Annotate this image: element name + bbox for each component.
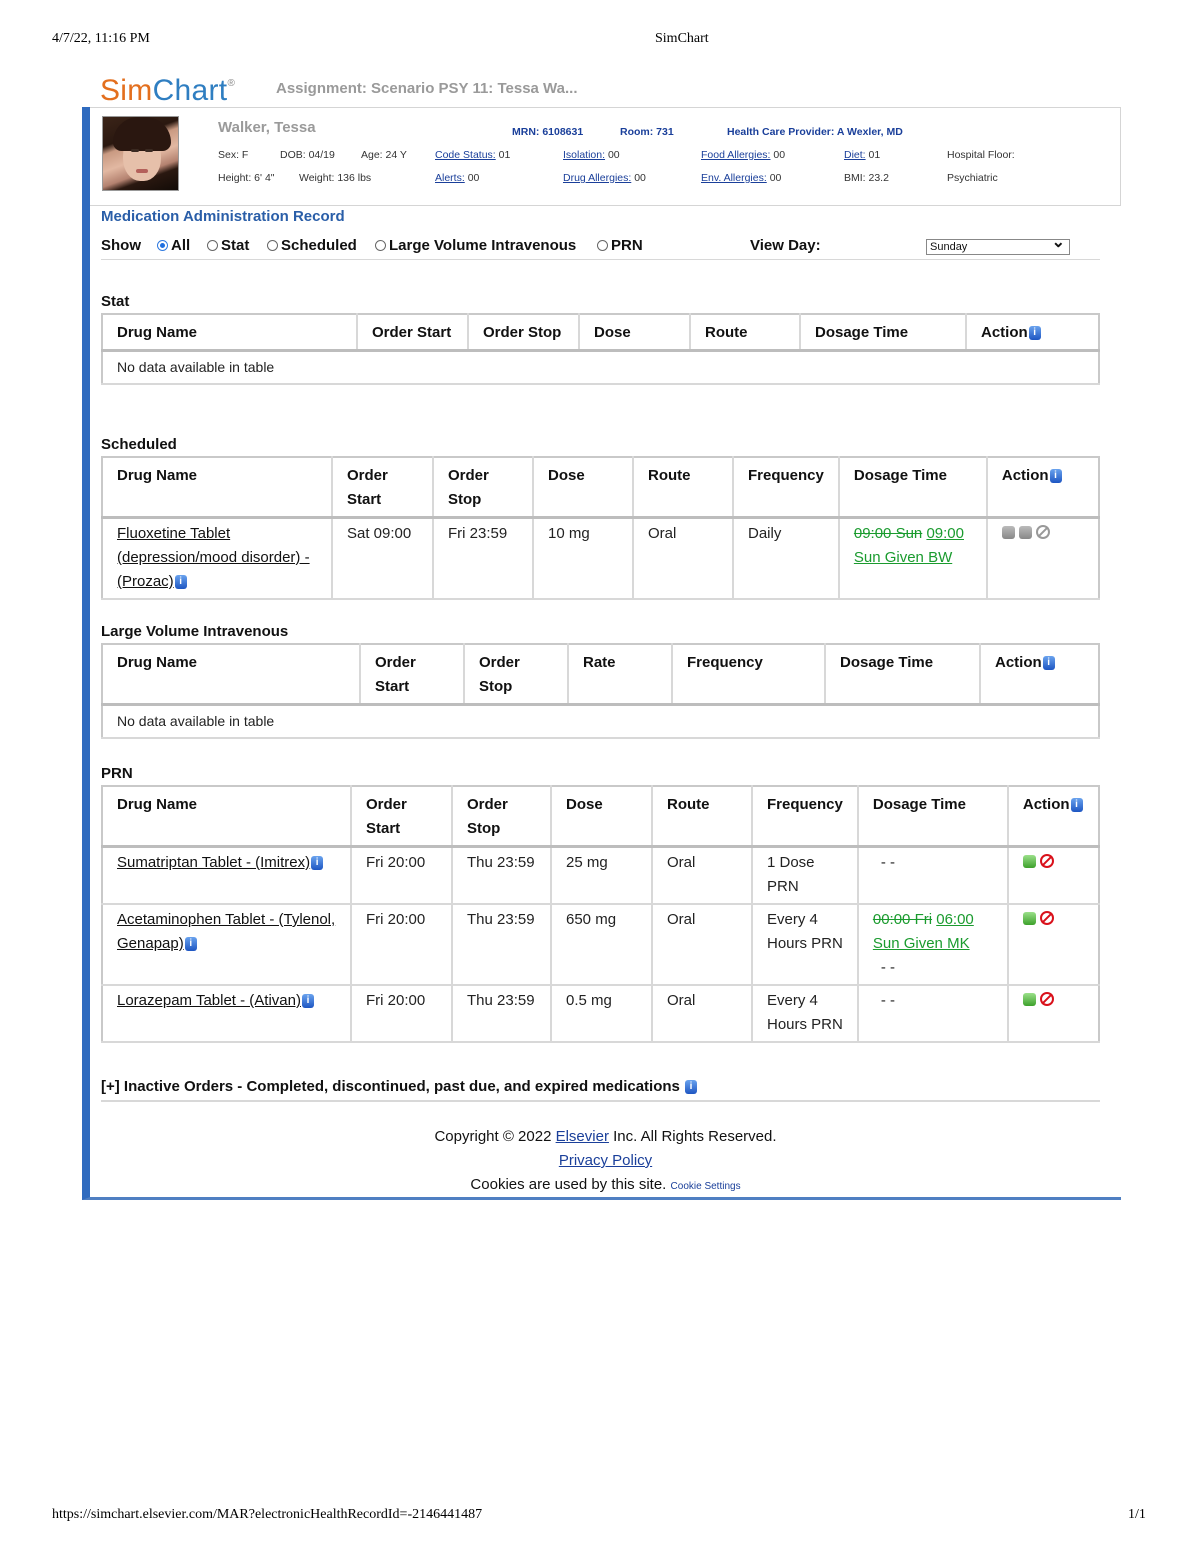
- privacy-row: [90, 1152, 1121, 1169]
- assignment-title: Assignment: Scenario PSY 11: Tessa Wa...: [276, 80, 578, 97]
- show-label: Show: [101, 237, 141, 254]
- info-icon[interactable]: i: [1029, 326, 1041, 340]
- lvi-header-row: [102, 644, 1099, 705]
- dosage-time-struck: 00:00 Fri: [872, 911, 933, 928]
- print-page: 1/1: [1128, 1507, 1146, 1522]
- radio-all[interactable]: [157, 240, 168, 251]
- filter-row: [101, 234, 1100, 260]
- col-drug-name[interactable]: Drug Name: [102, 786, 351, 847]
- alerts-link[interactable]: Alerts:: [435, 172, 465, 184]
- filter-lvi-label: Large Volume Intravenous: [389, 237, 577, 254]
- filter-all-label: All: [171, 237, 191, 254]
- filter-scheduled-label: Scheduled: [281, 237, 357, 254]
- isolation-link[interactable]: Isolation:: [563, 149, 606, 161]
- diet-link[interactable]: Diet:: [844, 149, 866, 161]
- dosage-time: - -: [858, 985, 1008, 1042]
- scheduled-header-row: [102, 457, 1099, 518]
- drug-cell: [102, 985, 351, 1042]
- drug-cell: [102, 904, 351, 985]
- order-stop: Thu 23:59: [452, 847, 551, 905]
- drug-link[interactable]: Sumatriptan Tablet - (Imitrex): [117, 854, 311, 871]
- hospital-floor-value: Psychiatric: [947, 172, 998, 184]
- save-icon[interactable]: [1023, 912, 1036, 925]
- mar-title: Medication Administration Record: [101, 208, 345, 225]
- filter-scheduled[interactable]: [267, 237, 357, 254]
- scheduled-table: [101, 456, 1100, 600]
- dose: 0.5 mg: [551, 985, 652, 1042]
- alerts-value: 00: [467, 172, 480, 184]
- col-drug-name[interactable]: Drug Name: [102, 644, 360, 705]
- col-route[interactable]: Route: [652, 786, 752, 847]
- col-action: Action i: [987, 457, 1099, 518]
- code-status-link[interactable]: Code Status:: [435, 149, 496, 161]
- col-route[interactable]: Route: [633, 457, 733, 518]
- save-icon: [1019, 526, 1032, 539]
- col-dosage-time[interactable]: Dosage Time: [858, 786, 1008, 847]
- dosage-time: - -: [858, 847, 1008, 905]
- logo-reg: ®: [227, 78, 236, 89]
- dose: 25 mg: [551, 847, 652, 905]
- col-frequency[interactable]: Frequency: [752, 786, 858, 847]
- stat-header-row: [102, 314, 1099, 351]
- route: Oral: [652, 904, 752, 985]
- col-order-start[interactable]: Order Start: [360, 644, 464, 705]
- radio-lvi[interactable]: [375, 240, 386, 251]
- patient-provider: Health Care Provider: A Wexler, MD: [727, 126, 903, 138]
- col-action: Action i: [1008, 786, 1099, 847]
- save-icon: [1002, 526, 1015, 539]
- order-start: Fri 20:00: [351, 985, 452, 1042]
- col-order-stop[interactable]: Order Stop: [464, 644, 568, 705]
- cookies-text: Cookies are used by this site.: [470, 1176, 667, 1193]
- info-icon[interactable]: i: [311, 856, 323, 870]
- drug-link[interactable]: Acetaminophen Tablet - (Tylenol, Genapap): [117, 911, 336, 952]
- expand-toggle[interactable]: [+]: [101, 1078, 120, 1095]
- col-order-stop[interactable]: Order Stop: [433, 457, 533, 518]
- dose: 10 mg: [533, 518, 633, 600]
- filter-stat-label: Stat: [221, 237, 250, 254]
- patient-sex: Sex: F: [218, 149, 249, 161]
- order-start: Fri 20:00: [351, 847, 452, 905]
- simchart-logo[interactable]: [100, 74, 235, 108]
- action-cell: [1008, 847, 1099, 905]
- drug-cell: [102, 518, 332, 600]
- patient-height: Height: 6' 4": [218, 172, 275, 184]
- patient-name: Walker, Tessa: [218, 119, 316, 136]
- copyright-post: Inc. All Rights Reserved.: [613, 1128, 777, 1145]
- not-given-icon[interactable]: [1040, 911, 1054, 925]
- frequency: 1 Dose PRN: [752, 847, 858, 905]
- stat-empty: No data available in table: [102, 351, 1099, 385]
- prn-title: PRN: [101, 765, 133, 782]
- save-icon[interactable]: [1023, 855, 1036, 868]
- col-dosage-time[interactable]: Dosage Time: [825, 644, 980, 705]
- frequency: Every 4 Hours PRN: [752, 904, 858, 985]
- stat-empty-row: [102, 351, 1099, 385]
- col-route[interactable]: Route: [690, 314, 800, 351]
- food-allergies-link[interactable]: Food Allergies:: [701, 149, 771, 161]
- patient-mrn: MRN: 6108631: [512, 126, 584, 138]
- not-given-icon: [1036, 525, 1050, 539]
- col-order-start[interactable]: Order Start: [351, 786, 452, 847]
- dose: 650 mg: [551, 904, 652, 985]
- drug-allergies-link[interactable]: Drug Allergies:: [563, 172, 632, 184]
- dosage-time-given[interactable]: Sun Given BW: [853, 549, 953, 566]
- lvi-title: Large Volume Intravenous: [101, 623, 289, 640]
- radio-stat[interactable]: [207, 240, 218, 251]
- diet: [844, 149, 880, 161]
- drug-allergies: [563, 172, 646, 184]
- not-given-icon[interactable]: [1040, 992, 1054, 1006]
- drug-cell: [102, 847, 351, 905]
- cookies-row: [90, 1176, 1121, 1193]
- patient-dob: DOB: 04/19: [280, 149, 335, 161]
- view-day-label: View Day:: [750, 237, 821, 254]
- chevron-down-icon: ⌄: [1051, 234, 1065, 251]
- dosage-time-next: - -: [880, 959, 896, 976]
- info-icon[interactable]: i: [1071, 798, 1083, 812]
- table-row: [102, 985, 1099, 1042]
- dosage-time-new: 09:00: [926, 525, 964, 542]
- col-frequency[interactable]: Frequency: [672, 644, 825, 705]
- privacy-policy-link[interactable]: Privacy Policy: [558, 1152, 653, 1169]
- frequency: Every 4 Hours PRN: [752, 985, 858, 1042]
- col-dose[interactable]: Dose: [579, 314, 690, 351]
- filter-lvi[interactable]: [375, 237, 576, 254]
- col-frequency[interactable]: Frequency: [733, 457, 839, 518]
- view-day-value: Sunday: [930, 241, 968, 253]
- isolation-value: 00: [607, 149, 620, 161]
- info-icon[interactable]: i: [185, 937, 197, 951]
- stat-title: Stat: [101, 293, 130, 310]
- copyright-pre: Copyright © 2022: [434, 1128, 552, 1145]
- table-row: [102, 518, 1099, 600]
- route: Oral: [652, 985, 752, 1042]
- not-given-icon[interactable]: [1040, 854, 1054, 868]
- col-order-stop[interactable]: Order Stop: [452, 786, 551, 847]
- action-cell: [1008, 904, 1099, 985]
- patient-room: Room: 731: [620, 126, 674, 138]
- radio-prn[interactable]: [597, 240, 608, 251]
- order-stop: Fri 23:59: [433, 518, 533, 600]
- env-allergies-link[interactable]: Env. Allergies:: [701, 172, 767, 184]
- filter-prn[interactable]: [597, 237, 643, 254]
- col-dosage-time[interactable]: Dosage Time: [839, 457, 987, 518]
- patient-bmi: BMI: 23.2: [844, 172, 889, 184]
- dosage-time-new: 06:00: [936, 911, 974, 928]
- dosage-time-struck: 09:00 Sun: [853, 525, 923, 542]
- copyright: [90, 1128, 1121, 1145]
- patient-weight: Weight: 136 lbs: [299, 172, 372, 184]
- action-cell: [987, 518, 1099, 600]
- cookie-settings-link[interactable]: Cookie Settings: [670, 1181, 741, 1192]
- col-order-start[interactable]: Order Start: [357, 314, 468, 351]
- frequency: Daily: [733, 518, 839, 600]
- food-allergies-value: 00: [773, 149, 786, 161]
- filter-stat[interactable]: [207, 237, 249, 254]
- view-day-select[interactable]: [926, 234, 1070, 255]
- drug-allergies-value: 00: [634, 172, 646, 184]
- route: Oral: [652, 847, 752, 905]
- col-rate[interactable]: Rate: [568, 644, 672, 705]
- dosage-time-cell[interactable]: [858, 904, 1008, 985]
- dosage-time-cell[interactable]: [839, 518, 987, 600]
- isolation: [563, 149, 620, 161]
- order-stop: Thu 23:59: [452, 985, 551, 1042]
- food-allergies: [701, 149, 785, 161]
- col-action: Action i: [966, 314, 1099, 351]
- print-datetime: 4/7/22, 11:16 PM: [52, 31, 150, 46]
- info-icon[interactable]: i: [1050, 469, 1062, 483]
- col-order-stop[interactable]: Order Stop: [468, 314, 579, 351]
- code-status-value: 01: [498, 149, 511, 161]
- dosage-time-given[interactable]: Sun Given MK: [872, 935, 970, 952]
- table-row: [102, 904, 1099, 985]
- drug-link[interactable]: Fluoxetine Tablet (depression/mood disorder) - (Prozac): [117, 525, 310, 590]
- route: Oral: [633, 518, 733, 600]
- hospital-floor-label: Hospital Floor:: [947, 149, 1015, 161]
- logo-chart: Chart: [152, 74, 228, 107]
- code-status: [435, 149, 510, 161]
- stat-table: [101, 313, 1100, 385]
- lvi-empty-row: [102, 705, 1099, 739]
- radio-scheduled[interactable]: [267, 240, 278, 251]
- order-start: Fri 20:00: [351, 904, 452, 985]
- action-cell: [1008, 985, 1099, 1042]
- col-order-start[interactable]: Order Start: [332, 457, 433, 518]
- col-action: Action i: [980, 644, 1099, 705]
- diet-value: 01: [868, 149, 881, 161]
- col-dose[interactable]: Dose: [533, 457, 633, 518]
- prn-header-row: [102, 786, 1099, 847]
- order-start: Sat 09:00: [332, 518, 433, 600]
- info-icon[interactable]: i: [685, 1080, 697, 1094]
- env-allergies-value: 00: [769, 172, 782, 184]
- lvi-empty: No data available in table: [102, 705, 1099, 739]
- col-drug-name[interactable]: Drug Name: [102, 457, 332, 518]
- inactive-orders-toggle[interactable]: [101, 1078, 1100, 1102]
- prn-table: [101, 785, 1100, 1043]
- col-dose[interactable]: Dose: [551, 786, 652, 847]
- filter-prn-label: PRN: [611, 237, 643, 254]
- lvi-table: [101, 643, 1100, 739]
- table-row: [102, 847, 1099, 905]
- inactive-orders-label: Inactive Orders - Completed, discontinued, past due, and expired medications: [123, 1078, 680, 1095]
- print-title: SimChart: [655, 31, 709, 46]
- info-icon[interactable]: i: [175, 575, 187, 589]
- col-dosage-time[interactable]: Dosage Time: [800, 314, 966, 351]
- drug-link[interactable]: Lorazepam Tablet - (Ativan): [117, 992, 301, 1009]
- patient-age: Age: 24 Y: [361, 149, 407, 161]
- print-url: https://simchart.elsevier.com/MAR?electronicHealthRecordId=-2146441487: [52, 1507, 483, 1522]
- save-icon[interactable]: [1023, 993, 1036, 1006]
- env-allergies: [701, 172, 781, 184]
- logo-sim: Sim: [100, 74, 153, 107]
- col-drug-name[interactable]: Drug Name: [102, 314, 357, 351]
- patient-photo: [102, 116, 179, 191]
- elsevier-link[interactable]: Elsevier: [555, 1128, 609, 1145]
- info-icon[interactable]: i: [1043, 656, 1055, 670]
- scheduled-title: Scheduled: [101, 436, 177, 453]
- alerts: [435, 172, 479, 184]
- filter-all[interactable]: [157, 237, 190, 254]
- info-icon[interactable]: i: [302, 994, 314, 1008]
- order-stop: Thu 23:59: [452, 904, 551, 985]
